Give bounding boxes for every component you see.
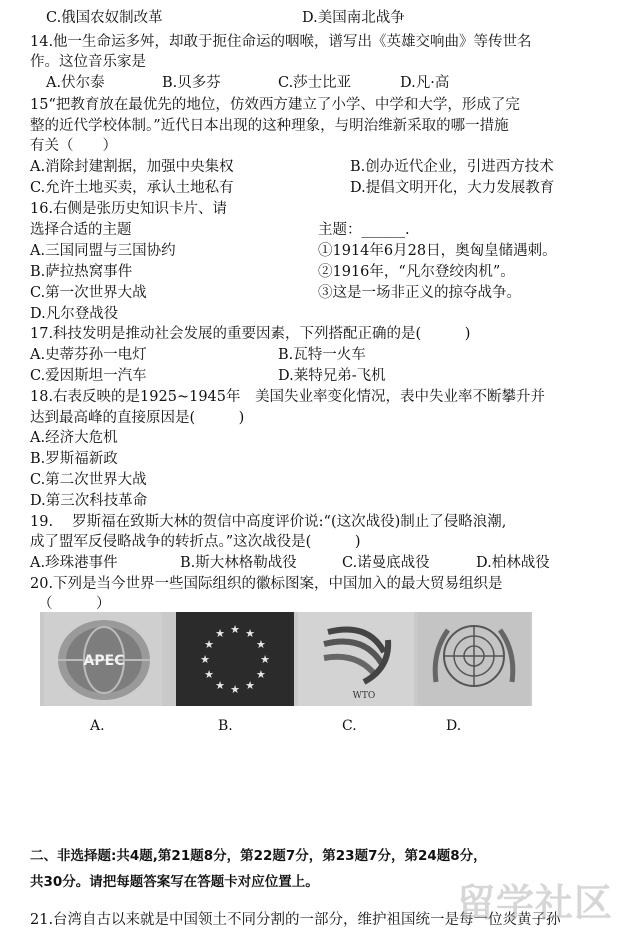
text-line-q16k1: ①1914年6月28日，奥匈皇储遇刺。 [318,243,557,259]
text-line-l1b: D.美国南北战争 [302,10,405,26]
text-line-q15o4: D.提倡文明开化，大力发展教育 [350,180,555,196]
text-line-q18b: 达到最高峰的直接原因是( ) [30,410,245,426]
text-line-q14o4: D.凡·高 [400,75,450,91]
emblem-option-label-ec: C. [342,718,357,734]
star-icon: ★ [200,653,210,666]
text-line-q16k2: ②1916年，“凡尔登绞肉机”。 [318,264,515,280]
watermark: 留学社区 [456,881,613,925]
text-line-q16a: 16.右侧是张历史知识卡片、请 [30,201,228,217]
text-line-q19a: 19. 罗斯福在致斯大林的贺信中高度评价说:“(这次战役)制止了侵略浪潮, [30,514,507,530]
star-icon: ★ [230,683,240,696]
emblem-strip [40,612,532,706]
text-line-q19o2: B.斯大林格勒战役 [180,555,297,571]
text-line-q15o1: A.消除封建割据，加强中央集权 [30,159,234,175]
text-line-l1a: C.俄国农奴制改革 [46,10,163,26]
text-line-q16o2: B.萨拉热窝事件 [30,264,133,280]
apec-emblem [44,612,162,706]
star-icon: ★ [256,638,266,651]
star-icon: ★ [204,638,214,651]
star-icon: ★ [256,668,266,681]
star-icon: ★ [245,627,255,641]
text-line-q16b: 选择合适的主题 [30,222,132,238]
star-icon: ★ [215,678,225,692]
star-icon: ★ [204,668,214,681]
text-line-q16c: 主题：______. [318,222,410,238]
text-line-q16o1: A.三国同盟与三国协约 [30,243,176,259]
text-line-q14b: 作。这位音乐家是 [30,54,146,70]
text-line-q18a: 18.右表反映的是1925~1945年 美国失业率变化情况，表中失业率不断攀升并 [30,389,546,405]
q21-text: 21.台湾自古以来就是中国领土不同分割的一部分，维护祖国统一是每一位炎黄子孙 [30,912,561,928]
text-line-q16o4: D.凡尔登战役 [30,306,119,322]
star-icon: ★ [245,678,255,692]
text-line-q17o4: D.莱特兄弟-飞机 [278,368,386,384]
eu-emblem [176,612,294,706]
emblem-option-label-eb: B. [218,718,233,734]
text-line-q19o1: A.珍珠港事件 [30,555,118,571]
text-line-q14o3: C.莎士比亚 [278,75,352,91]
text-line-q16k3: ③这是一场非正义的掠夺战争。 [318,285,521,301]
text-line-q15o2: B.创办近代企业，引进西方技术 [350,159,554,175]
text-line-q17a: 17.科技发明是推动社会发展的重要因素，下列搭配正确的是( ) [30,326,471,342]
text-line-q20a: 20.下列是当今世界一些国际组织的徽标图案，中国加入的最大贸易组织是 [30,576,503,592]
apec-text: APEC [83,653,125,669]
text-line-q14a: 14.他一生命运多舛，却敢于扼住命运的咽喉，谱写出《英雄交响曲》等传世名 [30,34,532,50]
text-line-q17o2: B.瓦特一火车 [278,347,366,363]
text-line-q19o4: D.柏林战役 [476,555,550,571]
section2-line2: 共30分。请把每题答案写在答题卡对应位置上。 [30,874,319,890]
text-line-q19o3: C.诺曼底战役 [342,555,430,571]
star-icon: ★ [230,623,240,636]
text-line-q14o1: A.伏尔泰 [46,75,105,91]
star-icon: ★ [215,627,225,641]
emblem-option-label-ed: D. [446,718,462,734]
text-line-q20b: （ ） [38,596,111,612]
text-line-q15c: 有关（ ） [30,138,117,154]
text-line-q17o1: A.史蒂芬孙一电灯 [30,347,147,363]
wto-emblem [298,612,414,706]
text-line-q15b: 整的近代学校体制。”近代日本出现的这种理象，与明治维新采取的哪一措施 [30,118,509,134]
text-line-q18o1: A.经济大危机 [30,430,118,446]
emblem-option-label-ea: A. [90,718,105,734]
un-emblem [418,612,530,706]
text-line-q17o3: C.爱因斯坦一汽车 [30,368,147,384]
text-line-q18o4: D.第三次科技革命 [30,493,148,509]
star-icon: ★ [260,653,270,666]
wto-text: WTO [352,691,376,701]
text-line-q16o3: C.第一次世界大战 [30,285,147,301]
text-line-q18o2: B.罗斯福新政 [30,451,118,467]
text-line-q18o3: C.第二次世界大战 [30,472,147,488]
text-line-q15o3: C.允许土地买卖，承认土地私有 [30,180,234,196]
text-line-q19b: 成了盟军反侵略战争的转折点。”这次战役是( ) [30,534,361,550]
text-line-q14o2: B.贝多芬 [162,75,221,91]
section2-line1: 二、非选择题:共4题,第21题8分，第22题7分，第23题7分，第24题8分， [30,848,487,864]
text-line-q15a: 15“把教育放在最优先的地位，仿效西方建立了小学、中学和大学，形成了完 [30,97,520,113]
